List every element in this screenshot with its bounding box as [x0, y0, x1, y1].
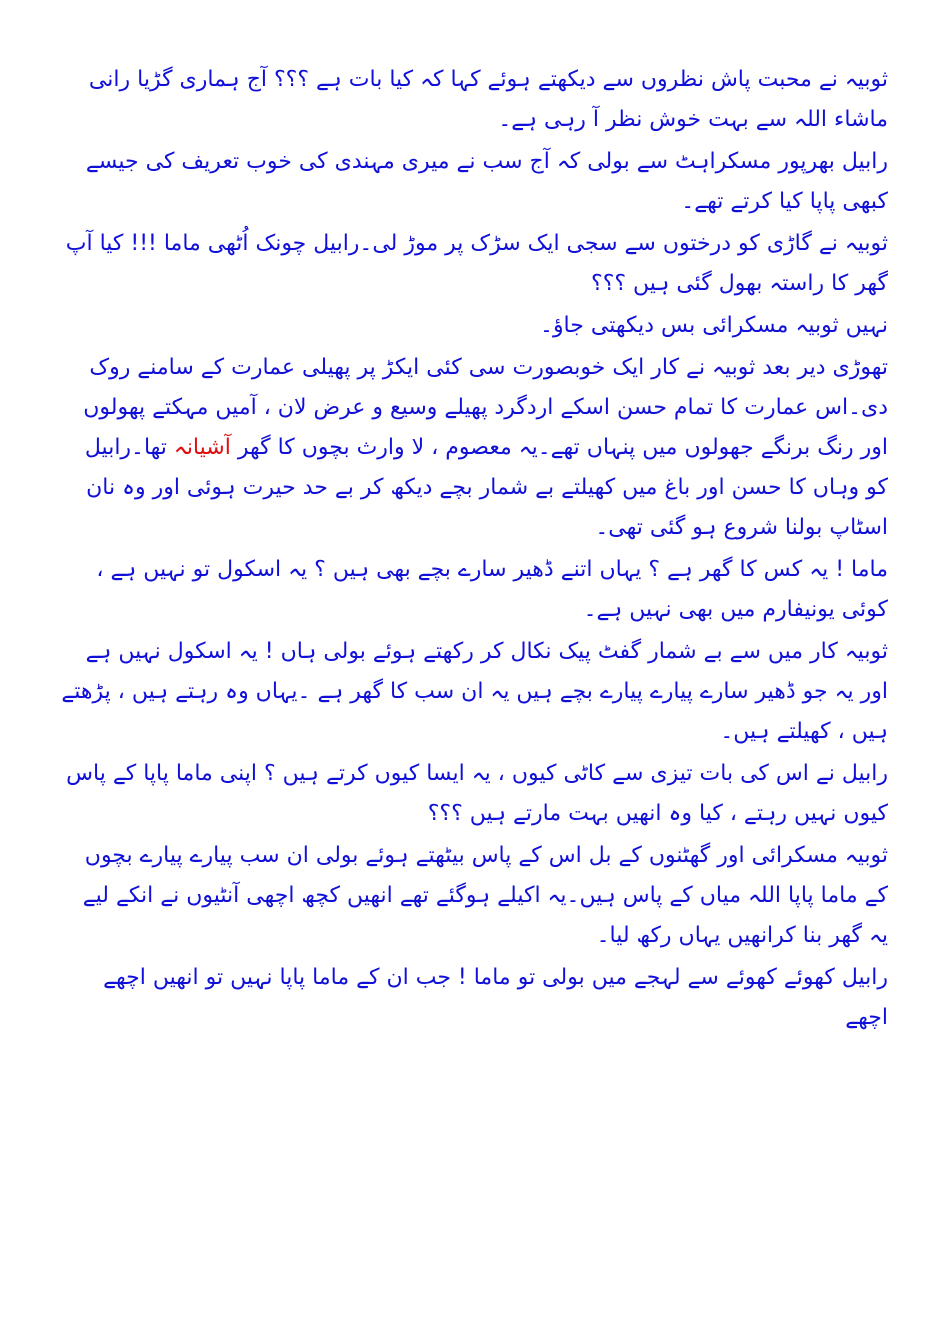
- document-page: [60, 60, 888, 1290]
- paragraph-3-text: ثوبیہ نے گاڑی کو درختوں سے سجی ایک سڑک پر موڑ لی۔رابیل چونک اُٹھی ماما !!! کیا آپ گھر کا راستہ بھول گئی ہیں ؟؟؟: [65, 231, 888, 296]
- paragraph-10-text: رابیل کھوئے کھوئے سے لہجے میں بولی تو ماما ! جب ان کے ماما پاپا نہیں تو انھیں اچھے اچھے: [103, 965, 888, 1030]
- paragraph-8: [60, 754, 888, 834]
- paragraph-6-text: ماما ! یہ کس کا گھر ہے ؟ یہاں اتنے ڈھیر سارے بچے بھی ہیں ؟ یہ اسکول تو نہیں ہے ، کوئی یونیفارم میں بھی نہیں ہے۔: [96, 557, 888, 622]
- highlighted-word: آشیانہ: [173, 435, 231, 460]
- paragraph-1: [60, 60, 888, 140]
- paragraph-8-text: رابیل نے اس کی بات تیزی سے کاٹی کیوں ، یہ ایسا کیوں کرتے ہیں ؟ اپنی ماما پاپا کے پاس کیوں نہیں رہتے ، کیا وہ انھیں بہت مارتے ہیں ؟؟؟: [66, 761, 888, 826]
- paragraph-1-text: ثوبیہ نے محبت پاش نظروں سے دیکھتے ہوئے کہا کہ کیا بات ہے ؟؟؟ آج ہماری گڑیا رانی ماشاء اللہ سے بہت خوش نظر آ رہی ہے۔: [88, 67, 888, 132]
- paragraph-10: [60, 958, 888, 1038]
- paragraph-4-text: نہیں ثوبیہ مسکرائی بس دیکھتی جاؤ۔: [540, 313, 888, 338]
- paragraph-5-after: تھا۔رابیل کو وہاں کا حسن اور باغ میں کھیلتے بے شمار بچے دیکھ کر بے حد حیرت ہوئی اور وہ نان اسٹاپ بولنا شروع ہو گئی تھی۔: [84, 435, 888, 540]
- paragraph-2-text: رابیل بھرپور مسکراہٹ سے بولی کہ آج سب نے میری مہندی کی خوب تعریف کی جیسے کبھی پاپا کیا کرتے تھے۔: [85, 149, 888, 214]
- paragraph-5-before: تھوڑی دیر بعد ثوبیہ نے کار ایک خوبصورت سی کئی ایکڑ پر پھیلی عمارت کے سامنے روک دی۔اس عمارت کا تمام حسن اسکے اردگرد پھیلے وسیع و عرض لان ، آمیں مہکتے پھولوں اور رنگ برنگے جھولوں میں پنہاں تھے۔یہ معصوم ، لا وارث بچوں کا گھر: [83, 355, 888, 460]
- paragraph-7: [60, 632, 888, 752]
- paragraph-9: [60, 836, 888, 956]
- paragraph-9-text: ثوبیہ مسکرائی اور گھٹنوں کے بل اس کے پاس بیٹھتے ہوئے بولی ان سب پیارے پیارے بچوں کے ماما پاپا اللہ میاں کے پاس ہیں۔یہ اکیلے ہوگئے تھے انھیں کچھ اچھی آنٹیوں نے انکے لیے یہ گھر بنا کرانھیں یہاں رکھ لیا۔: [82, 843, 888, 948]
- paragraph-4: [60, 306, 888, 346]
- story-text: [60, 60, 888, 1038]
- paragraph-3: [60, 224, 888, 304]
- paragraph-7-text: ثوبیہ کار میں سے بے شمار گفٹ پیک نکال کر رکھتے ہوئے بولی ہاں ! یہ اسکول نہیں ہے اور یہ جو ڈھیر سارے پیارے پیارے بچے ہیں یہ ان سب کا گھر ہے ۔یہاں وہ رہتے ہیں ، پڑھتے ہیں ، کھیلتے ہیں۔: [61, 639, 888, 744]
- paragraph-5: [60, 348, 888, 548]
- paragraph-6: [60, 550, 888, 630]
- paragraph-2: [60, 142, 888, 222]
